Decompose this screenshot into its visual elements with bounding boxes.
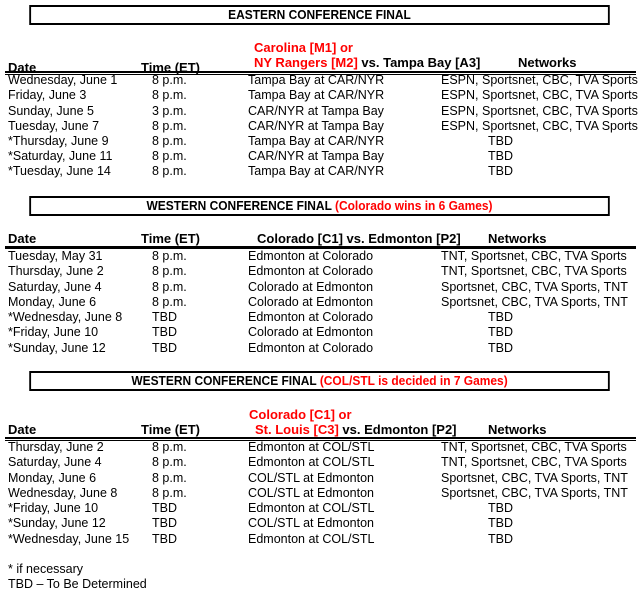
column-header-matchup-line2 (255, 422, 457, 437)
cell-time: 8 p.m. (152, 471, 187, 485)
cell-time: 8 p.m. (152, 264, 187, 278)
cell-date: Tuesday, May 31 (8, 249, 103, 263)
cell-networks: TBD (488, 325, 513, 339)
column-header-time: Time (ET) (141, 60, 200, 75)
table-row (0, 134, 642, 149)
table-row (0, 471, 642, 486)
column-header-date: Date (8, 60, 37, 75)
table-row (0, 295, 642, 310)
cell-date: Tuesday, June 7 (8, 119, 100, 133)
column-header-networks: Networks (488, 231, 547, 246)
cell-networks: TBD (488, 341, 513, 355)
cell-game: Edmonton at COL/STL (248, 440, 375, 454)
table-row (0, 516, 642, 531)
cell-date: Wednesday, June 8 (8, 486, 118, 500)
table-row (0, 325, 642, 340)
matchup-option-text: NY Rangers [M2] (254, 55, 358, 70)
cell-date: Sunday, June 5 (8, 104, 94, 118)
cell-game: Tampa Bay at CAR/NYR (248, 134, 385, 148)
cell-networks: Sportsnet, CBC, TVA Sports, TNT (441, 471, 628, 485)
cell-date: *Friday, June 10 (8, 501, 99, 515)
section-title-text: EASTERN CONFERENCE FINAL (228, 7, 411, 22)
cell-networks: TBD (488, 532, 513, 546)
table-row (0, 119, 642, 134)
cell-date: Monday, June 6 (8, 471, 97, 485)
cell-game: Edmonton at COL/STL (248, 501, 375, 515)
column-header-matchup: Colorado [C1] vs. Edmonton [P2] (257, 231, 461, 246)
cell-date: *Wednesday, June 8 (8, 310, 123, 324)
cell-game: Tampa Bay at CAR/NYR (248, 73, 385, 87)
cell-game: Colorado at Edmonton (248, 325, 374, 339)
cell-game: COL/STL at Edmonton (248, 471, 374, 485)
section-title-eastern (29, 5, 610, 25)
cell-networks: ESPN, Sportsnet, CBC, TVA Sports (441, 88, 638, 102)
section-title-western-2 (29, 371, 610, 391)
cell-game: Edmonton at Colorado (248, 341, 374, 355)
cell-networks: TNT, Sportsnet, CBC, TVA Sports (441, 455, 627, 469)
cell-date: Monday, June 6 (8, 295, 97, 309)
cell-game: Edmonton at Colorado (248, 310, 374, 324)
table-row (0, 249, 642, 264)
cell-date: Thursday, June 2 (8, 264, 104, 278)
footnote-tbd: TBD – To Be Determined (8, 577, 147, 591)
column-header-matchup-line1 (254, 40, 353, 55)
column-header-time: Time (ET) (141, 231, 200, 246)
matchup-opponent-text: vs. Tampa Bay [A3] (357, 55, 481, 70)
cell-date: *Friday, June 10 (8, 325, 99, 339)
cell-time: 8 p.m. (152, 440, 187, 454)
cell-time: TBD (152, 310, 177, 324)
column-header-matchup-line2 (254, 55, 480, 70)
cell-time: 8 p.m. (152, 73, 187, 87)
cell-date: Friday, June 3 (8, 88, 87, 102)
cell-date: *Tuesday, June 14 (8, 164, 111, 178)
table-row (0, 73, 642, 88)
column-header-networks: Networks (518, 55, 577, 70)
column-header-matchup-line1 (249, 407, 352, 422)
cell-game: Edmonton at Colorado (248, 264, 374, 278)
cell-time: TBD (152, 341, 177, 355)
cell-networks: TBD (488, 310, 513, 324)
cell-game: CAR/NYR at Tampa Bay (248, 149, 384, 163)
cell-networks: TBD (488, 149, 513, 163)
column-header-networks: Networks (488, 422, 547, 437)
table-row (0, 486, 642, 501)
column-header-date: Date (8, 422, 37, 437)
matchup-option-text: Colorado [C1] or (249, 407, 352, 422)
cell-networks: Sportsnet, CBC, TVA Sports, TNT (441, 486, 628, 500)
cell-networks: TBD (488, 501, 513, 515)
cell-date: Saturday, June 4 (8, 280, 102, 294)
cell-time: TBD (152, 516, 177, 530)
cell-time: 8 p.m. (152, 295, 187, 309)
cell-time: TBD (152, 501, 177, 515)
cell-game: COL/STL at Edmonton (248, 516, 374, 530)
cell-time: 8 p.m. (152, 486, 187, 500)
cell-time: 8 p.m. (152, 134, 187, 148)
cell-networks: Sportsnet, CBC, TVA Sports, TNT (441, 280, 628, 294)
cell-time: 8 p.m. (152, 249, 187, 263)
section-title-note: (Colorado wins in 6 Games) (334, 198, 493, 213)
cell-networks: TNT, Sportsnet, CBC, TVA Sports (441, 249, 627, 263)
cell-networks: Sportsnet, CBC, TVA Sports, TNT (441, 295, 628, 309)
cell-time: 8 p.m. (152, 164, 187, 178)
section-title-text: WESTERN CONFERENCE FINAL (146, 198, 332, 213)
cell-date: *Sunday, June 12 (8, 341, 106, 355)
cell-game: Edmonton at COL/STL (248, 455, 375, 469)
cell-date: *Wednesday, June 15 (8, 532, 130, 546)
table-row (0, 280, 642, 295)
table-row (0, 104, 642, 119)
footnote-if-necessary: * if necessary (8, 562, 84, 576)
cell-date: *Sunday, June 12 (8, 516, 106, 530)
cell-networks: ESPN, Sportsnet, CBC, TVA Sports (441, 73, 638, 87)
table-row (0, 310, 642, 325)
table-row (0, 88, 642, 103)
cell-date: *Saturday, June 11 (8, 149, 113, 163)
table-row (0, 440, 642, 455)
section-title-note: (COL/STL is decided in 7 Games) (319, 373, 508, 388)
table-row (0, 264, 642, 279)
table-row (0, 164, 642, 179)
cell-game: Edmonton at COL/STL (248, 532, 375, 546)
cell-game: CAR/NYR at Tampa Bay (248, 104, 384, 118)
cell-date: Thursday, June 2 (8, 440, 104, 454)
cell-networks: TNT, Sportsnet, CBC, TVA Sports (441, 264, 627, 278)
cell-time: 8 p.m. (152, 88, 187, 102)
section-title-text: WESTERN CONFERENCE FINAL (131, 373, 317, 388)
cell-time: 8 p.m. (152, 119, 187, 133)
cell-game: CAR/NYR at Tampa Bay (248, 119, 384, 133)
cell-time: TBD (152, 325, 177, 339)
cell-networks: ESPN, Sportsnet, CBC, TVA Sports (441, 104, 638, 118)
matchup-opponent-text: vs. Edmonton [P2] (338, 422, 457, 437)
table-row (0, 341, 642, 356)
table-row (0, 149, 642, 164)
matchup-option-text: Carolina [M1] or (254, 40, 353, 55)
cell-networks: TBD (488, 134, 513, 148)
column-header-date: Date (8, 231, 37, 246)
cell-time: TBD (152, 532, 177, 546)
cell-time: 8 p.m. (152, 455, 187, 469)
matchup-option-text: St. Louis [C3] (255, 422, 339, 437)
section-title-western-1 (29, 196, 610, 216)
column-header-time: Time (ET) (141, 422, 200, 437)
cell-networks: ESPN, Sportsnet, CBC, TVA Sports (441, 119, 638, 133)
cell-networks: TBD (488, 516, 513, 530)
cell-game: Colorado at Edmonton (248, 295, 374, 309)
cell-game: Edmonton at Colorado (248, 249, 374, 263)
table-row (0, 455, 642, 470)
cell-networks: TBD (488, 164, 513, 178)
cell-networks: TNT, Sportsnet, CBC, TVA Sports (441, 440, 627, 454)
table-row (0, 532, 642, 547)
table-row (0, 501, 642, 516)
cell-game: Tampa Bay at CAR/NYR (248, 164, 385, 178)
cell-time: 3 p.m. (152, 104, 187, 118)
cell-date: Saturday, June 4 (8, 455, 102, 469)
cell-date: Wednesday, June 1 (8, 73, 118, 87)
cell-game: COL/STL at Edmonton (248, 486, 374, 500)
cell-game: Colorado at Edmonton (248, 280, 374, 294)
cell-game: Tampa Bay at CAR/NYR (248, 88, 385, 102)
cell-date: *Thursday, June 9 (8, 134, 109, 148)
cell-time: 8 p.m. (152, 280, 187, 294)
cell-time: 8 p.m. (152, 149, 187, 163)
